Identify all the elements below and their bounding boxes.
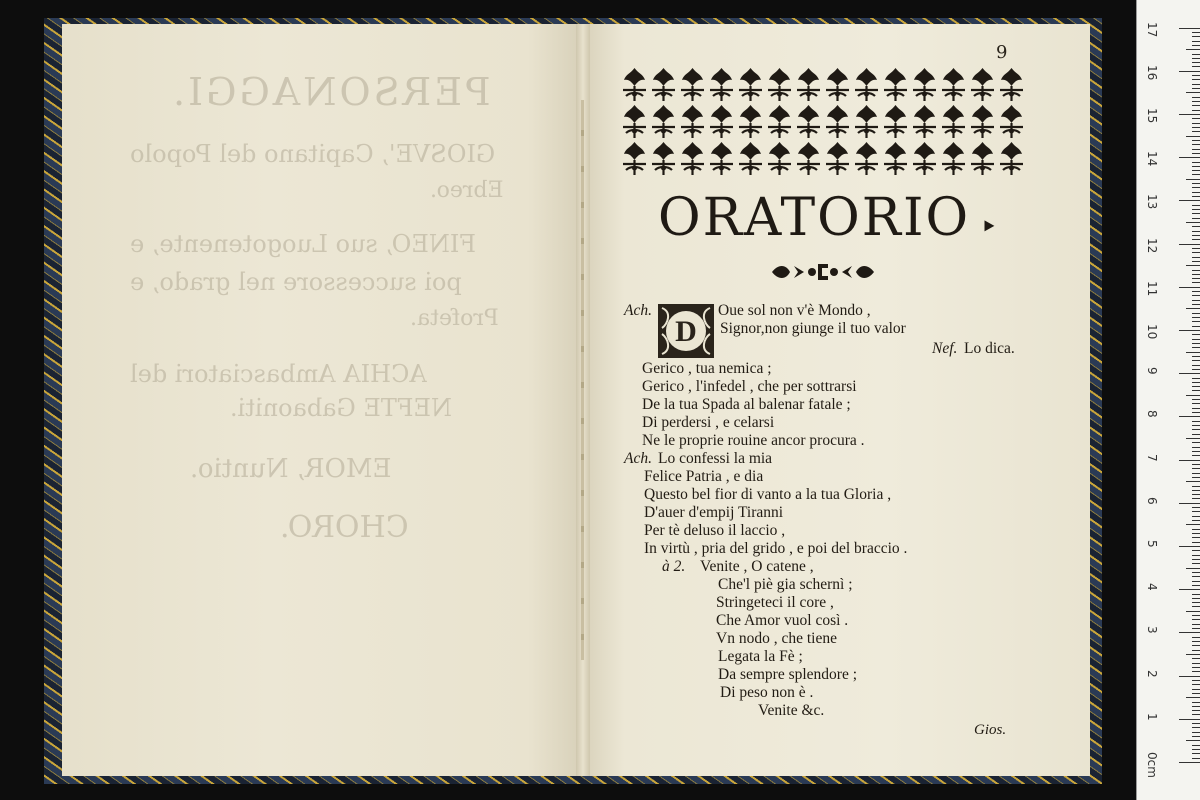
ruler-tick bbox=[1186, 308, 1200, 309]
ruler-tick bbox=[1192, 421, 1200, 422]
ruler-tick bbox=[1192, 615, 1200, 616]
ruler-tick bbox=[1192, 684, 1200, 685]
ruler-tick bbox=[1186, 654, 1200, 655]
verse-line: Da sempre splendore ; bbox=[718, 666, 858, 683]
ruler-tick bbox=[1179, 719, 1200, 720]
ruler-tick bbox=[1192, 753, 1200, 754]
ruler-number: 16 bbox=[1145, 64, 1159, 81]
ruler-tick bbox=[1192, 520, 1200, 521]
page-title: ORATORIO bbox=[658, 188, 971, 248]
ruler-tick bbox=[1192, 36, 1200, 37]
verse-line: Che'l piè gia schernì ; bbox=[718, 576, 853, 593]
page-number: 9 bbox=[996, 42, 1008, 63]
ghost-line: CHORO. bbox=[280, 510, 409, 545]
ghost-line: PERSONAGGI. bbox=[170, 70, 491, 114]
ruler-tick bbox=[1192, 572, 1200, 573]
ruler-tick bbox=[1192, 62, 1200, 63]
verse-line: Signor,non giunge il tuo valor bbox=[720, 320, 906, 337]
verse-line: Ne le proprie rouine ancor procura . bbox=[642, 432, 865, 449]
ruler-tick bbox=[1192, 360, 1200, 361]
ruler-tick bbox=[1192, 339, 1200, 340]
ruler-tick bbox=[1192, 434, 1200, 435]
ruler-tick bbox=[1192, 131, 1200, 132]
ruler-tick bbox=[1192, 529, 1200, 530]
ruler-tick bbox=[1192, 313, 1200, 314]
ruler-tick bbox=[1186, 611, 1200, 612]
ruler-tick bbox=[1192, 542, 1200, 543]
ruler-tick bbox=[1186, 265, 1200, 266]
ruler-tick bbox=[1192, 641, 1200, 642]
ruler-tick bbox=[1192, 304, 1200, 305]
ruler-tick bbox=[1192, 140, 1200, 141]
ruler-tick bbox=[1186, 740, 1200, 741]
ruler-tick bbox=[1179, 330, 1200, 331]
verse-line: Legata la Fè ; bbox=[718, 648, 803, 665]
ruler-tick bbox=[1192, 451, 1200, 452]
ruler-tick bbox=[1192, 317, 1200, 318]
ruler-tick bbox=[1192, 365, 1200, 366]
ghost-line: ACHIA Ambasciatori del bbox=[130, 360, 427, 388]
speaker-label: Ach. bbox=[624, 302, 652, 319]
ruler-tick bbox=[1192, 252, 1200, 253]
ruler-tick bbox=[1192, 399, 1200, 400]
ruler-tick bbox=[1192, 749, 1200, 750]
ruler-tick bbox=[1192, 218, 1200, 219]
ruler-tick bbox=[1192, 75, 1200, 76]
ruler-tick bbox=[1192, 563, 1200, 564]
ruler-tick bbox=[1192, 278, 1200, 279]
ghost-line: NEFTE Gabaoniti. bbox=[230, 394, 453, 422]
ruler-tick bbox=[1179, 373, 1200, 374]
ruler-tick bbox=[1192, 166, 1200, 167]
ruler-tick bbox=[1186, 438, 1200, 439]
ruler-tick bbox=[1192, 239, 1200, 240]
verse-line: Vn nodo , che tiene bbox=[716, 630, 837, 647]
verse-line: Venite , O catene , bbox=[700, 558, 814, 575]
ruler-tick bbox=[1179, 71, 1200, 72]
ruler-tick bbox=[1192, 594, 1200, 595]
verse-line: Venite &c. bbox=[758, 702, 825, 719]
ruler-tick bbox=[1192, 689, 1200, 690]
ruler-tick bbox=[1179, 200, 1200, 201]
ruler-tick bbox=[1192, 291, 1200, 292]
ruler-number: 7 bbox=[1145, 453, 1159, 462]
ruler-tick bbox=[1192, 321, 1200, 322]
ghost-line: poi successore nel grado, e bbox=[130, 268, 462, 296]
ruler-number: 9 bbox=[1145, 367, 1159, 375]
ruler-tick bbox=[1192, 261, 1200, 262]
ruler-tick bbox=[1192, 45, 1200, 46]
ghost-line: GIOSVE', Capitano del Popolo bbox=[130, 140, 496, 168]
ruler-tick bbox=[1192, 162, 1200, 163]
ruler-tick bbox=[1192, 559, 1200, 560]
ruler-tick bbox=[1186, 49, 1200, 50]
ruler-tick bbox=[1192, 412, 1200, 413]
ruler-tick bbox=[1192, 736, 1200, 737]
ruler-tick bbox=[1192, 226, 1200, 227]
ruler-number: 11 bbox=[1145, 280, 1159, 297]
ruler-tick bbox=[1179, 676, 1200, 677]
ghost-line: Profeta. bbox=[410, 306, 499, 331]
binding-thread bbox=[581, 100, 584, 660]
dropcap-letter: D bbox=[675, 315, 697, 348]
ruler-number: 13 bbox=[1145, 194, 1159, 210]
verse-line: Lo dica. bbox=[964, 340, 1015, 357]
ruler-tick bbox=[1192, 382, 1200, 383]
ruler-tick bbox=[1192, 550, 1200, 551]
ruler-tick bbox=[1192, 658, 1200, 659]
ruler-tick bbox=[1192, 723, 1200, 724]
verse-line: In virtù , pria del grido , e poi del braccio . bbox=[644, 540, 908, 557]
verse-line: Di perdersi , e celarsi bbox=[642, 414, 775, 431]
ruler-tick bbox=[1192, 54, 1200, 55]
verse-line: D'auer d'empij Tiranni bbox=[644, 504, 784, 521]
ruler-tick bbox=[1186, 524, 1200, 525]
ruler-tick bbox=[1192, 628, 1200, 629]
ruler-tick bbox=[1179, 762, 1200, 763]
speaker-label: Nef. bbox=[932, 340, 958, 357]
measurement-ruler bbox=[1136, 0, 1200, 800]
ruler-tick bbox=[1192, 123, 1200, 124]
ruler-tick bbox=[1192, 447, 1200, 448]
ruler-tick bbox=[1192, 533, 1200, 534]
ruler-tick bbox=[1179, 28, 1200, 29]
ruler-tick bbox=[1192, 710, 1200, 711]
ruler-tick bbox=[1192, 494, 1200, 495]
ruler-number: 2 bbox=[1145, 669, 1159, 678]
ruler-tick bbox=[1192, 693, 1200, 694]
ruler-tick bbox=[1192, 369, 1200, 370]
ruler-tick bbox=[1192, 602, 1200, 603]
ruler-tick bbox=[1192, 663, 1200, 664]
ruler-tick bbox=[1192, 41, 1200, 42]
ghost-line: Ebreo. bbox=[430, 178, 504, 203]
ruler-tick bbox=[1186, 395, 1200, 396]
ruler-tick bbox=[1192, 183, 1200, 184]
ruler-number: 1 bbox=[1145, 712, 1159, 721]
ruler-tick bbox=[1186, 352, 1200, 353]
ruler-tick bbox=[1192, 79, 1200, 80]
ruler-tick bbox=[1192, 455, 1200, 456]
ruler-tick bbox=[1192, 585, 1200, 586]
ruler-tick bbox=[1192, 343, 1200, 344]
verse-line: Per tè deluso il laccio , bbox=[644, 522, 786, 539]
ruler-number: 12 bbox=[1145, 237, 1159, 253]
ruler-tick bbox=[1192, 408, 1200, 409]
ruler-tick bbox=[1179, 589, 1200, 590]
ruler-tick bbox=[1192, 507, 1200, 508]
verse-line: Stringeteci il core , bbox=[716, 594, 834, 611]
ruler-tick bbox=[1192, 581, 1200, 582]
ruler-tick bbox=[1192, 235, 1200, 236]
ruler-tick bbox=[1192, 196, 1200, 197]
ruler-tick bbox=[1192, 231, 1200, 232]
ruler-tick bbox=[1192, 706, 1200, 707]
ruler-tick bbox=[1192, 645, 1200, 646]
ruler-tick bbox=[1192, 403, 1200, 404]
ruler-tick bbox=[1192, 490, 1200, 491]
ruler-tick bbox=[1192, 347, 1200, 348]
ruler-tick bbox=[1192, 356, 1200, 357]
speaker-label: Ach. bbox=[624, 450, 652, 467]
verse-line: Oue sol non v'è Mondo , bbox=[718, 302, 871, 319]
decorated-initial bbox=[656, 302, 716, 360]
ruler-number: 10 bbox=[1145, 324, 1159, 340]
ruler-tick bbox=[1186, 481, 1200, 482]
ruler-tick bbox=[1192, 334, 1200, 335]
ruler-tick bbox=[1192, 464, 1200, 465]
ruler-tick bbox=[1192, 442, 1200, 443]
ruler-number: 6 bbox=[1145, 496, 1159, 505]
ornament-divider bbox=[770, 262, 876, 282]
ruler-tick bbox=[1192, 118, 1200, 119]
ruler-tick bbox=[1192, 209, 1200, 210]
ruler-tick bbox=[1192, 66, 1200, 67]
ruler-tick bbox=[1192, 758, 1200, 759]
ruler-tick bbox=[1192, 650, 1200, 651]
ruler-tick bbox=[1192, 300, 1200, 301]
ruler-tick bbox=[1186, 697, 1200, 698]
ruler-tick bbox=[1192, 192, 1200, 193]
ruler-tick bbox=[1192, 205, 1200, 206]
ruler-tick bbox=[1192, 88, 1200, 89]
verse-line: Questo bel fior di vanto a la tua Gloria , bbox=[644, 486, 892, 503]
ruler-tick bbox=[1192, 486, 1200, 487]
ruler-tick bbox=[1186, 92, 1200, 93]
ruler-tick bbox=[1192, 477, 1200, 478]
ruler-tick bbox=[1192, 429, 1200, 430]
ruler-number: 15 bbox=[1145, 108, 1159, 124]
verse-line: Felice Patria , e dia bbox=[644, 468, 764, 485]
ruler-tick bbox=[1192, 511, 1200, 512]
verse-line: Gerico , tua nemica ; bbox=[642, 360, 772, 377]
ruler-tick bbox=[1192, 576, 1200, 577]
ruler-tick bbox=[1186, 222, 1200, 223]
ruler-number: 4 bbox=[1145, 583, 1159, 591]
ruler-tick bbox=[1179, 503, 1200, 504]
ruler-tick bbox=[1186, 568, 1200, 569]
ruler-tick bbox=[1192, 606, 1200, 607]
ruler-tick bbox=[1179, 244, 1200, 245]
verse-line: Di peso non è . bbox=[720, 684, 814, 701]
ruler-tick bbox=[1192, 127, 1200, 128]
ruler-tick bbox=[1179, 287, 1200, 288]
ruler-tick bbox=[1192, 671, 1200, 672]
ruler-tick bbox=[1192, 745, 1200, 746]
ruler-tick bbox=[1192, 732, 1200, 733]
ruler-tick bbox=[1192, 274, 1200, 275]
ruler-tick bbox=[1192, 170, 1200, 171]
ruler-tick bbox=[1192, 702, 1200, 703]
ruler-tick bbox=[1192, 58, 1200, 59]
ruler-tick bbox=[1192, 637, 1200, 638]
ghost-line: EMOR, Nuntio. bbox=[190, 454, 392, 484]
ruler-tick bbox=[1179, 632, 1200, 633]
ruler-tick bbox=[1192, 555, 1200, 556]
ruler-tick bbox=[1192, 598, 1200, 599]
ruler-number: 5 bbox=[1145, 540, 1159, 548]
ruler-tick bbox=[1179, 157, 1200, 158]
ruler-tick bbox=[1192, 378, 1200, 379]
ruler-tick bbox=[1192, 187, 1200, 188]
ruler-tick bbox=[1192, 144, 1200, 145]
ruler-tick bbox=[1192, 727, 1200, 728]
ruler-tick bbox=[1192, 97, 1200, 98]
ornamental-headpiece bbox=[620, 66, 1026, 178]
ruler-tick bbox=[1192, 257, 1200, 258]
ruler-number: 14 bbox=[1145, 151, 1159, 167]
ruler-number: 3 bbox=[1145, 626, 1159, 635]
ruler-number: 8 bbox=[1145, 410, 1159, 419]
ruler-tick bbox=[1192, 101, 1200, 102]
ruler-tick bbox=[1192, 326, 1200, 327]
ruler-tick bbox=[1192, 680, 1200, 681]
ruler-tick bbox=[1192, 295, 1200, 296]
ruler-tick bbox=[1179, 114, 1200, 115]
speaker-label: à 2. bbox=[662, 558, 686, 575]
ruler-tick bbox=[1179, 460, 1200, 461]
catchword: Gios. bbox=[974, 722, 1007, 738]
ruler-tick bbox=[1192, 714, 1200, 715]
ruler-tick bbox=[1192, 619, 1200, 620]
ruler-tick bbox=[1192, 213, 1200, 214]
ruler-tick bbox=[1192, 282, 1200, 283]
ruler-tick bbox=[1192, 386, 1200, 387]
ruler-tick bbox=[1192, 105, 1200, 106]
ruler-tick bbox=[1192, 149, 1200, 150]
ruler-tick bbox=[1192, 32, 1200, 33]
ruler-tick bbox=[1192, 110, 1200, 111]
ghost-line: FINEO, suo Luogotenente, e bbox=[130, 230, 476, 258]
ruler-tick bbox=[1192, 468, 1200, 469]
ruler-tick bbox=[1192, 174, 1200, 175]
ruler-tick bbox=[1192, 667, 1200, 668]
ruler-tick bbox=[1192, 624, 1200, 625]
ruler-tick bbox=[1192, 537, 1200, 538]
ruler-tick bbox=[1192, 498, 1200, 499]
ruler-tick bbox=[1192, 153, 1200, 154]
ruler-tick bbox=[1186, 179, 1200, 180]
ruler-tick bbox=[1192, 425, 1200, 426]
verse-line: Lo confessi la mia bbox=[658, 450, 773, 467]
verse-line: De la tua Spada al balenar fatale ; bbox=[642, 396, 851, 413]
ruler-tick bbox=[1192, 84, 1200, 85]
verse-line: Gerico , l'infedel , che per sottrarsi bbox=[642, 378, 857, 395]
verse-line: Che Amor vuol così . bbox=[716, 612, 849, 629]
ruler-tick bbox=[1192, 390, 1200, 391]
ruler-tick bbox=[1179, 416, 1200, 417]
ruler-unit-label: 0cm bbox=[1145, 752, 1159, 778]
ruler-tick bbox=[1192, 516, 1200, 517]
ruler-tick bbox=[1179, 546, 1200, 547]
title-mark: ‣ bbox=[980, 210, 998, 245]
ruler-tick bbox=[1186, 136, 1200, 137]
ruler-tick bbox=[1192, 473, 1200, 474]
ruler-tick bbox=[1192, 248, 1200, 249]
ruler-tick bbox=[1192, 270, 1200, 271]
ruler-number: 17 bbox=[1145, 21, 1159, 37]
